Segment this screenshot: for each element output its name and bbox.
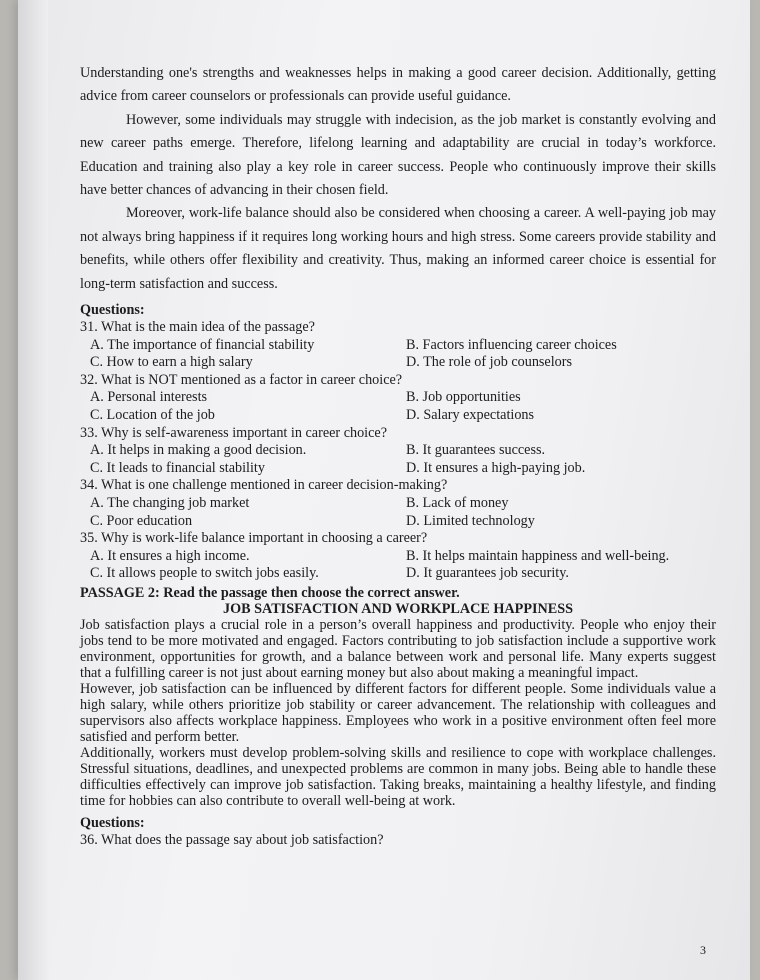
question-36: 36. What does the passage say about job satisfaction?	[80, 831, 384, 848]
question-34	[80, 477, 716, 530]
option-d: D. The role of job counselors	[406, 354, 573, 371]
passage1-paragraph: Moreover, work-life balance should also be considered when choosing a career. A well-paying job may not always bring happiness if it requires long working hours and high stress. Some careers provide stability and benefits, while others offer flexibility and creativity. Thus, making an informed career choice is essential for long-term satisfaction and success.	[80, 205, 716, 292]
option-a: A. It helps in making a good decision.	[90, 442, 307, 459]
question-text: 32. What is NOT mentioned as a factor in career choice?	[80, 371, 403, 388]
option-b: B. It guarantees success.	[406, 442, 546, 459]
passage2-title: JOB SATISFACTION AND WORKPLACE HAPPINESS	[222, 600, 573, 617]
question-35	[80, 530, 716, 583]
option-a: A. Personal interests	[90, 389, 208, 406]
option-c: C. Poor education	[90, 512, 193, 529]
option-d: D. Limited technology	[406, 512, 535, 529]
questions-heading: Questions:	[80, 302, 145, 319]
option-a: A. The changing job market	[90, 495, 250, 511]
option-d: D. It ensures a high-paying job.	[406, 459, 586, 476]
option-d: D. It guarantees job security.	[406, 565, 569, 582]
passage2-paragraph: However, job satisfaction can be influenced by different factors for different people. Some individuals value a high salary, while others prioritize job stability or career advancement. The relationship with colleagues and supervisors also affects workplace happiness. Employees who work in a positive environment often feel more satisfied and perform better.	[80, 680, 716, 745]
question-33	[80, 425, 716, 478]
question-31	[80, 319, 716, 372]
passage2-questions-heading: Questions:	[80, 814, 145, 831]
question-text: 33. Why is self-awareness important in career choice?	[80, 424, 388, 441]
option-d: D. Salary expectations	[406, 407, 535, 424]
option-c: C. It allows people to switch jobs easily.	[90, 565, 319, 582]
option-c: C. Location of the job	[90, 407, 215, 424]
passage2-instruction: PASSAGE 2: Read the passage then choose the correct answer.	[80, 584, 460, 601]
passage2-paragraph: Additionally, workers must develop problem-solving skills and resilience to cope with workplace challenges. Stressful situations, deadlines, and unexpected problems are common in many jobs. Being able to handle these difficulties effectively can improve job satisfaction. Taking breaks, maintaining a healthy lifestyle, and finding time for hobbies can also contribute to overall well-being at work.	[80, 744, 716, 809]
option-b: B. Lack of money	[406, 495, 509, 511]
option-b: B. It helps maintain happiness and well-being.	[406, 547, 670, 564]
passage1-paragraph: Understanding one's strengths and weaknesses helps in making a good career decision. Additionally, getting advice from career counselors or professionals can provide useful guidance.	[80, 65, 716, 105]
page-content	[80, 62, 716, 850]
option-b: B. Factors influencing career choices	[406, 336, 617, 353]
option-c: C. How to earn a high salary	[90, 354, 253, 371]
option-a: A. It ensures a high income.	[90, 547, 250, 564]
option-c: C. It leads to financial stability	[90, 459, 265, 476]
passage2-paragraph: Job satisfaction plays a crucial role in a person’s overall happiness and productivity. People who enjoy their jobs tend to be more motivated and engaged. Factors contributing to job satisfaction include a supportive work environment, opportunities for growth, and a balance between work and personal life. Many experts suggest that a fulfilling career is not just about earning money but also about making a meaningful impact.	[80, 616, 716, 681]
question-text: 35. Why is work-life balance important in choosing a career?	[80, 530, 428, 547]
question-text: 31. What is the main idea of the passage?	[80, 319, 315, 336]
option-a: A. The importance of financial stability	[90, 336, 315, 353]
option-b: B. Job opportunities	[406, 389, 521, 406]
page-number: 3	[700, 943, 706, 957]
question-32	[80, 372, 716, 425]
page-fold-shadow	[18, 0, 48, 980]
paper-page	[18, 0, 750, 980]
passage1-paragraph: However, some individuals may struggle with indecision, as the job market is constantly evolving and new career paths emerge. Therefore, lifelong learning and adaptability are crucial in today’s workforce. Education and training also play a key role in career success. People who continuously improve their skills have better chances of advancing in their chosen field.	[80, 111, 716, 199]
question-text: 34. What is one challenge mentioned in career decision-making?	[80, 477, 448, 494]
